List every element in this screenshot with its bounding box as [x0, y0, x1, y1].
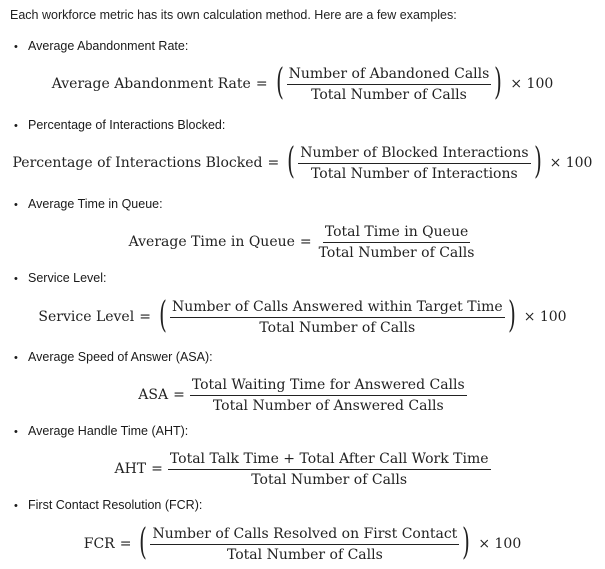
close-paren: ) — [494, 62, 503, 103]
bullet-label: Percentage of Interactions Blocked: — [28, 118, 226, 132]
formula-lhs: FCR — [83, 536, 115, 552]
bullet-label: Average Speed of Answer (ASA): — [28, 350, 213, 364]
fraction — [168, 451, 491, 488]
bullet-item — [14, 39, 188, 53]
denominator: Total Number of Calls — [259, 319, 416, 336]
formula-lhs: Average Abandonment Rate — [51, 76, 251, 92]
numerator: Total Talk Time + Total After Call Work Time — [168, 451, 491, 470]
multiplier: × 100 — [549, 155, 593, 171]
formula-aht — [0, 447, 605, 491]
equals-sign: = — [139, 309, 151, 325]
formula-lhs: Average Time in Queue — [128, 234, 295, 250]
multiplier: × 100 — [510, 76, 554, 92]
fraction — [170, 299, 505, 336]
formula-abandonment-rate — [0, 62, 605, 106]
bullet-label: Average Abandonment Rate: — [28, 39, 189, 53]
bullet-item — [14, 350, 213, 364]
formula-time-in-queue — [0, 220, 605, 264]
equals-sign: = — [151, 461, 163, 477]
bullet-item — [14, 197, 163, 211]
denominator: Total Number of Calls — [227, 546, 383, 563]
denominator: Total Number of Calls — [318, 244, 475, 261]
formula-lhs: AHT — [114, 461, 147, 477]
numerator: Number of Calls Answered within Target Time — [170, 299, 505, 318]
open-paren: ( — [275, 62, 284, 103]
equals-sign: = — [173, 387, 185, 403]
equals-sign: = — [255, 76, 268, 92]
bullet-dot: • — [14, 41, 18, 53]
open-paren: ( — [287, 141, 296, 182]
bullet-label: First Contact Resolution (FCR): — [28, 498, 203, 512]
multiplier: × 100 — [478, 536, 522, 552]
numerator: Total Waiting Time for Answered Calls — [190, 377, 467, 396]
fraction — [287, 66, 492, 103]
bullet-label: Average Time in Queue: — [28, 197, 163, 211]
formula-asa — [0, 373, 605, 417]
close-paren: ) — [462, 522, 471, 563]
denominator: Total Number of Calls — [311, 86, 467, 103]
bullet-dot: • — [14, 500, 18, 512]
numerator: Number of Abandoned Calls — [287, 66, 492, 85]
intro-text: Each workforce metric has its own calculation method. Here are a few examples: — [10, 8, 457, 22]
bullet-label: Average Handle Time (AHT): — [28, 424, 189, 438]
bullet-dot: • — [14, 426, 18, 438]
formula-lhs: ASA — [138, 387, 169, 403]
open-paren: ( — [139, 522, 148, 563]
fraction — [317, 224, 477, 261]
fraction — [298, 145, 530, 182]
equals-sign: = — [267, 155, 280, 171]
bullet-label: Service Level: — [28, 271, 107, 285]
formula-lhs: Percentage of Interactions Blocked — [12, 155, 263, 171]
fraction — [150, 526, 459, 563]
bullet-item — [14, 424, 188, 438]
formula-service-level — [0, 295, 605, 339]
bullet-dot: • — [14, 199, 18, 211]
bullet-dot: • — [14, 273, 18, 285]
numerator: Total Time in Queue — [323, 224, 470, 243]
denominator: Total Number of Calls — [251, 471, 408, 488]
bullet-dot: • — [14, 352, 18, 364]
formula-lhs: Service Level — [38, 309, 135, 325]
bullet-item — [14, 271, 107, 285]
close-paren: ) — [507, 295, 516, 336]
numerator: Number of Blocked Interactions — [298, 145, 530, 164]
bullet-item — [14, 118, 225, 132]
formula-interactions-blocked — [0, 141, 605, 185]
bullet-dot: • — [14, 120, 18, 132]
bullet-item — [14, 498, 202, 512]
formula-fcr — [0, 522, 605, 566]
numerator: Number of Calls Resolved on First Contact — [150, 526, 459, 545]
multiplier: × 100 — [523, 309, 567, 325]
denominator: Total Number of Answered Calls — [212, 397, 444, 414]
equals-sign: = — [299, 234, 312, 250]
fraction — [190, 377, 467, 414]
denominator: Total Number of Interactions — [311, 165, 518, 182]
close-paren: ) — [533, 141, 542, 182]
equals-sign: = — [119, 536, 132, 552]
open-paren: ( — [159, 295, 167, 336]
